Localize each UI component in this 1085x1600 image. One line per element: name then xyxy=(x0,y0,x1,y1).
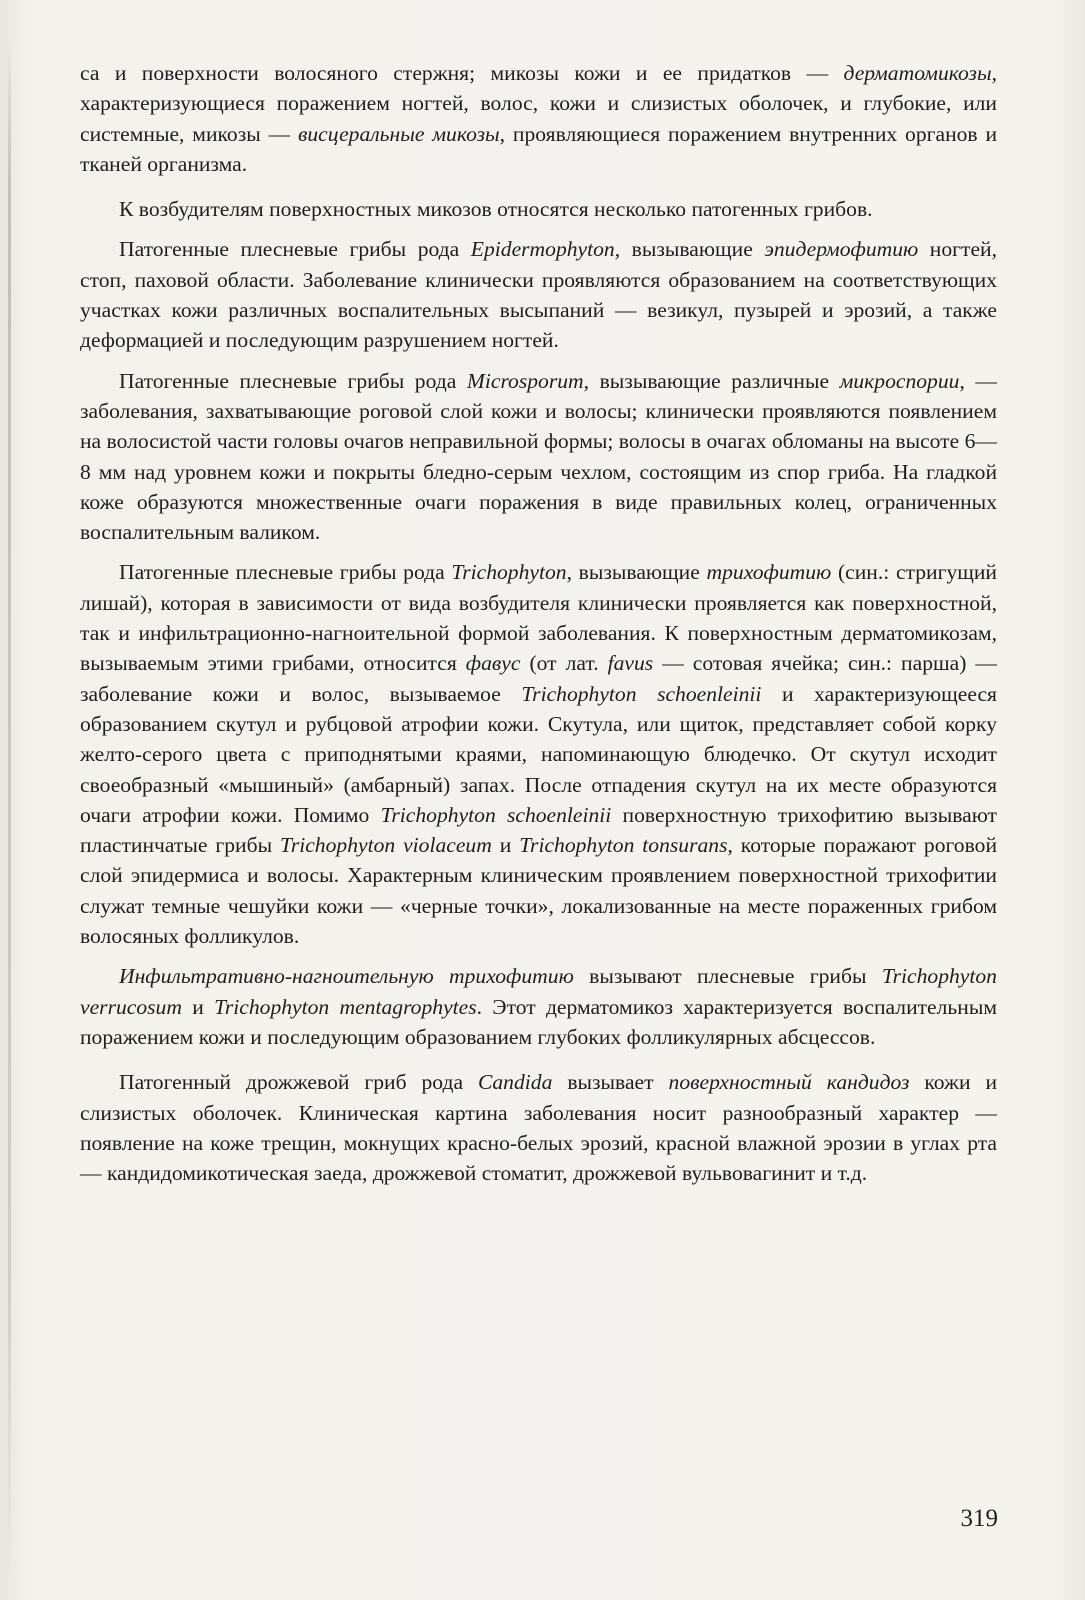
text-run: и характеризующееся образованием скутул и рубцовой атрофии кожи. Скутула, или щиток, представляет собой корку желто-серого цвета с приподнятыми краями, напоминающую блюдечко. От скутул исходит своеобразный «мышиный» (амбарный) запах. После отпадения скутул на их месте образуются очаги атрофии кожи. Помимо xyxy=(80,681,997,827)
text-run: Патогенные плесневые грибы рода xyxy=(119,368,467,393)
text-run: Патогенные плесневые грибы рода xyxy=(119,560,452,585)
text-run: , вызывающие xyxy=(566,560,707,585)
paragraph-microsporum xyxy=(80,366,997,548)
italic-term: висцеральные микозы xyxy=(297,121,500,146)
text-run: (от лат. xyxy=(520,651,608,676)
text-run: , вызывающие xyxy=(614,237,765,262)
page-spine-shadow xyxy=(8,40,11,1580)
paragraph-superficial-agents xyxy=(80,194,997,224)
italic-term: Trichophyton schoenleinii xyxy=(380,802,612,827)
italic-term: Microsporum xyxy=(466,368,584,393)
italic-term: Trichophyton verrucosum xyxy=(80,964,997,1019)
text-run: Патогенные плесневые грибы рода xyxy=(119,237,471,262)
italic-term: дерматомикозы xyxy=(843,61,992,85)
italic-term: микроспории xyxy=(839,368,960,393)
italic-term: фавус xyxy=(465,651,521,676)
paragraph-trichophyton xyxy=(80,557,997,951)
text-run: , — заболевания, захватывающие роговой слой кожи и волосы; клинически проявляются появлением на волосистой части головы очагов неправильной формы; волосы в очагах обломаны на высоте 6—8 мм над уровнем кожи и покрыты бледно-серым чехлом, состоящим из спор гриба. На гладкой коже образуются множественные очаги поражения в виде правильных колец, ограниченных воспалительным валиком. xyxy=(80,368,998,545)
italic-term: Candida xyxy=(477,1070,553,1095)
italic-term: Trichophyton xyxy=(451,560,567,585)
italic-term: favus xyxy=(607,651,654,676)
italic-term: поверхностный кандидоз xyxy=(668,1070,910,1095)
italic-term: Epidermophyton xyxy=(470,237,615,262)
italic-term: Trichophyton mentagrophytes xyxy=(214,994,477,1019)
paragraph-candida xyxy=(80,1067,997,1188)
text-run: , которые поражают роговой слой эпидермиса и волосы. Характерным клиническим проявлением поверхностной трихофитии служат темные чешуйки кожи — «черные точки», локализованные на месте пораженных грибом волосяных фолликулов. xyxy=(80,833,998,949)
text-run: ногтей, стоп, паховой области. Заболевание клинически проявляются образованием на соответствующих участках кожи различных воспалительных высыпаний — везикул, пузырей и эрозий, а также деформацией и последующим разрушением ногтей. xyxy=(80,237,997,353)
italic-term: Инфильтративно-нагноительную трихофитию xyxy=(119,964,574,989)
text-run: вызывают плесневые грибы xyxy=(573,964,882,989)
text-run: К возбудителям поверхностных микозов относятся несколько патогенных грибов. xyxy=(119,197,873,222)
text-run: . Этот дерматомикоз характеризуется воспалительным поражением кожи и последующим образованием глубоких фолликулярных абсцессов. xyxy=(80,994,997,1049)
text-run: поверхностную трихофитию вызывают пластинчатые грибы xyxy=(80,802,997,858)
text-run: Патогенный дрожжевой гриб рода xyxy=(119,1070,478,1095)
body-text xyxy=(80,58,997,1188)
italic-term: Trichophyton violaceum xyxy=(280,833,492,858)
text-run: , вызывающие различные xyxy=(583,368,840,393)
text-run: , характеризующиеся поражением ногтей, волос, кожи и слизистых оболочек, и глубокие, или системные, микозы — xyxy=(80,61,997,146)
paragraph-mycoses-classification xyxy=(80,58,997,179)
text-run: , проявляющиеся поражением внутренних органов и тканей организма. xyxy=(80,121,998,176)
italic-term: эпидермофитию xyxy=(764,237,919,262)
text-run: (син.: стригущий лишай), которая в зависимости от вида возбудителя клинически проявляется как поверхностной, так и инфильтрационно-нагноительной формой заболевания. К поверхностным дерматомикозам, вызываемым этими грибами, относится xyxy=(80,560,997,676)
text-run: и xyxy=(181,994,215,1019)
text-run: кожи и слизистых оболочек. Клиническая картина заболевания носит разнообразный характер — появление на коже трещин, мокнущих красно-белых эрозий, красной влажной эрозии в углах рта — кандидомикотическая заеда, дрожжевой стоматит, дрожжевой вульвовагинит и т.д. xyxy=(80,1070,997,1186)
text-run: и xyxy=(491,833,520,858)
paragraph-epidermophyton xyxy=(80,234,997,355)
text-run: са и поверхности волосяного стержня; микозы кожи и ее придатков — xyxy=(80,61,844,85)
italic-term: Trichophyton tonsurans xyxy=(519,833,728,858)
page-number: 319 xyxy=(960,1505,998,1532)
italic-term: Trichophyton schoenleinii xyxy=(521,681,762,706)
italic-term: трихофитию xyxy=(706,560,832,585)
text-run: — сотовая ячейка; син.: парша) — заболевание кожи и волос, вызываемое xyxy=(80,651,997,706)
paragraph-infiltrative-trichophytosis xyxy=(80,961,997,1052)
text-run: вызывает xyxy=(552,1070,669,1095)
